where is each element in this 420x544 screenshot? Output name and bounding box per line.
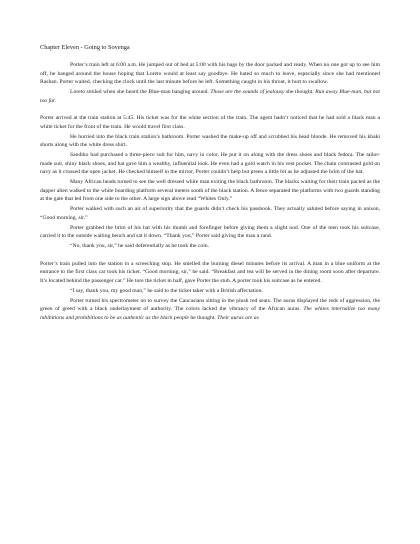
text-run: Porter’s train pulled into the station in a screeching stop. He smelled the burning diesel minutes before its arrival. A man in a blue uniform at the entrance to the first class car took his ticket. “Good morning, sir,” he said. “Breakfast and tea will be served in the dining room soon after departure. It’s located behind the passenger car.” He tore the ticket in half, gave Porter the stub. A porter took his suitcase as he entered. — [40, 260, 380, 284]
text-run: Sandiko had purchased a three-piece suit for him, navy in color. He put it on along with the dress shoes and black fedora. The tailor-made suit, shiny black shoes, and hat gave him a wealthy, influential look. He even had a gold watch in his vest pocket. The chain contrasted gold on navy as it crossed the open jacket. He checked himself in the mirror, Porter couldn’t help but preen a little bit as he adjusted the brim of the hat. — [40, 152, 380, 175]
paragraph — [40, 242, 380, 251]
paragraph — [40, 133, 380, 150]
text-section — [40, 260, 380, 323]
text-run: Loreto smiled when she heard the Blue-man banging around. — [70, 89, 211, 95]
document-body — [40, 61, 380, 322]
text-run: she thought. — [284, 89, 316, 95]
text-run: he thought. — [188, 314, 218, 321]
italic-text-run: The whites internalize too many inhibitions and prohibitions to be as authentic as the black people — [40, 306, 381, 321]
paragraph — [40, 287, 380, 296]
text-section — [40, 61, 380, 105]
paragraph — [40, 205, 380, 222]
paragraph — [40, 178, 380, 204]
paragraph — [40, 114, 380, 131]
text-run: He hurried into the black train station’s bathroom. Porter washed the make-up off and scrubbed his head blonde. He removed his khaki shorts along with the white dress shirt. — [40, 133, 380, 148]
text-run: Porter’s train left at 6:00 a.m. He jumped out of bed at 5:00 with his bags by the door packed and ready. When no one got up to see him off, he banged around the house hoping that Loreto would at least say goodbye. He hated so much to leave, especially since she had mentioned Rashan. Porter waited, checking the clock until the last minute before he left. Something caught in his throat, it hurt to swallow. — [40, 62, 380, 85]
chapter-title: Chapter Eleven - Going to Sovenga — [40, 44, 130, 51]
text-run: Porter grabbed the brim of his hat with his thumb and forefinger before giving them a slight nod. One of the men took his suitcase, carried it to the outside waiting bench and sat it down. “Thank you,” Porter said giving the man a rand. — [40, 224, 380, 239]
text-run: Porter arrived at the train station at 5:45. His ticket was for the white section of the train. The agent hadn’t noticed that he had sold a black man a white ticket for the front of the train. He would travel first class. — [40, 115, 380, 130]
italic-text-run: Run away Blue-man, but not too far. — [40, 89, 380, 104]
text-run: Many African heads turned to see the well dressed white man exiting the black bathroom. The blacks waiting for their train pacted as the dapper alien walked to the white boarding platform several meters south of the black station. A fence separated the platforms with two guards standing at the gate that led from one side to the other. A large sign above read “Whites Only.” — [40, 179, 380, 202]
paragraph — [40, 61, 380, 87]
italic-text-run: Those are the sounds of jealousy — [210, 89, 285, 95]
paragraph — [40, 224, 380, 241]
paragraph — [40, 88, 380, 105]
text-run: “No, thank you, sir,” he said deferentially as he took the coin. — [70, 243, 210, 249]
text-run: “I say, thank you, my good man,” he said to the ticket taker with a British affectation. — [70, 287, 263, 294]
paragraph — [40, 260, 380, 286]
text-section — [40, 114, 380, 251]
paragraph — [40, 297, 380, 323]
paragraph — [40, 151, 380, 177]
text-run: Porter walked with such an air of superiority that the guards didn’t check his passbook. They actually saluted before saying in unison, “Good morning, sir.” — [40, 206, 380, 221]
text-run: Porter turned his spectrometer on to survey the Caucasians sitting in the plush red seats. The auras displayed the reds of aggression, the green of greed with a black underlayment of authority. The colors lacked the vibrancy of the African auras. — [40, 297, 380, 312]
italic-text-run: Their auras are as — [217, 314, 259, 321]
